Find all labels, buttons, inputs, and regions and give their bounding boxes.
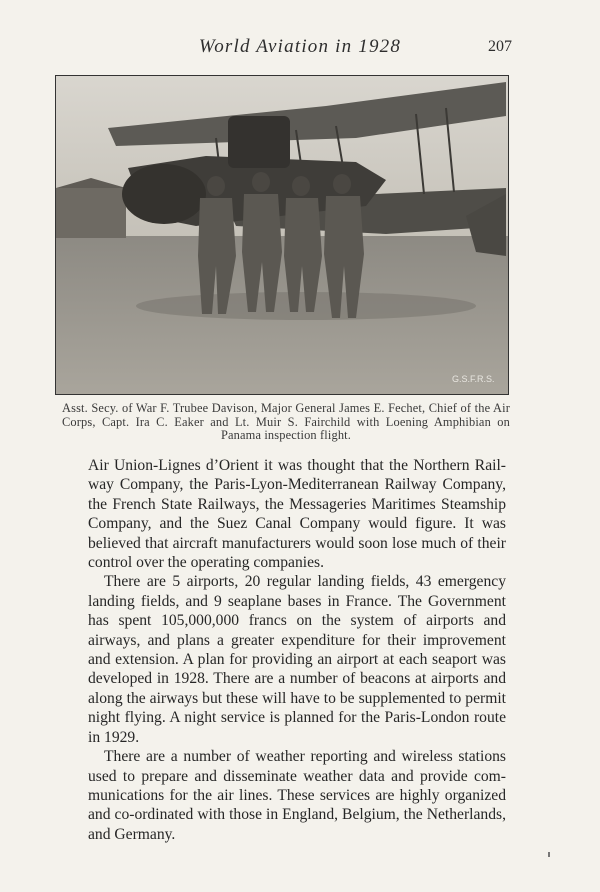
- paragraph: There are a number of weather reporting and wireless stations used to prepare and disseminate weather data and provide communications for the air lines. These services are highly organized and co-ordinated with those in England, Belgium, the Netherlands, and Germany.: [88, 748, 506, 843]
- paragraph: Air Union-Lignes d’Orient it was thought that the Northern Railway Company, the Paris-Lyon-Mediterranean Railway Company, the French State Railways, the Messageries Maritimes Steamship Company, and the Suez Canal Company would figure. It was believed that aircraft manufacturers would soon lose much of their control over the operating companies.: [88, 457, 506, 572]
- photograph: [55, 75, 509, 395]
- biplane-photo: [56, 76, 508, 394]
- paragraph: There are 5 airports, 20 regular landing fields, 43 emergency landing fields, and 9 seaplane bases in France. The Government has spent 105,000,000 francs on the system of airports and airways, and plans a greater expenditure for their improvement and extension. A plan for providing an airport at each seaport was developed in 1928. There are a number of beacons at airports and along the airways but these will have to be supplemented to permit night flying. A night service is planned for the Paris-London route in 1929.: [88, 573, 506, 746]
- running-title: World Aviation in 1928: [198, 36, 402, 57]
- engine: [228, 116, 290, 168]
- body-text: [88, 456, 506, 844]
- photo-stamp: G.S.F.R.S.: [452, 374, 495, 384]
- hull-nose: [122, 164, 206, 224]
- page-header: [0, 34, 600, 62]
- page-speck: [548, 852, 550, 857]
- page-number: 207: [488, 38, 512, 55]
- hangar: [56, 188, 126, 238]
- figure-caption: Asst. Secy. of War F. Trubee Davison, Major General James E. Fechet, Chief of the Air Corps, Capt. Ira C. Eaker and Lt. Muir S. Fairchild with Loening Amphibian on Panama inspection flight.: [62, 401, 510, 443]
